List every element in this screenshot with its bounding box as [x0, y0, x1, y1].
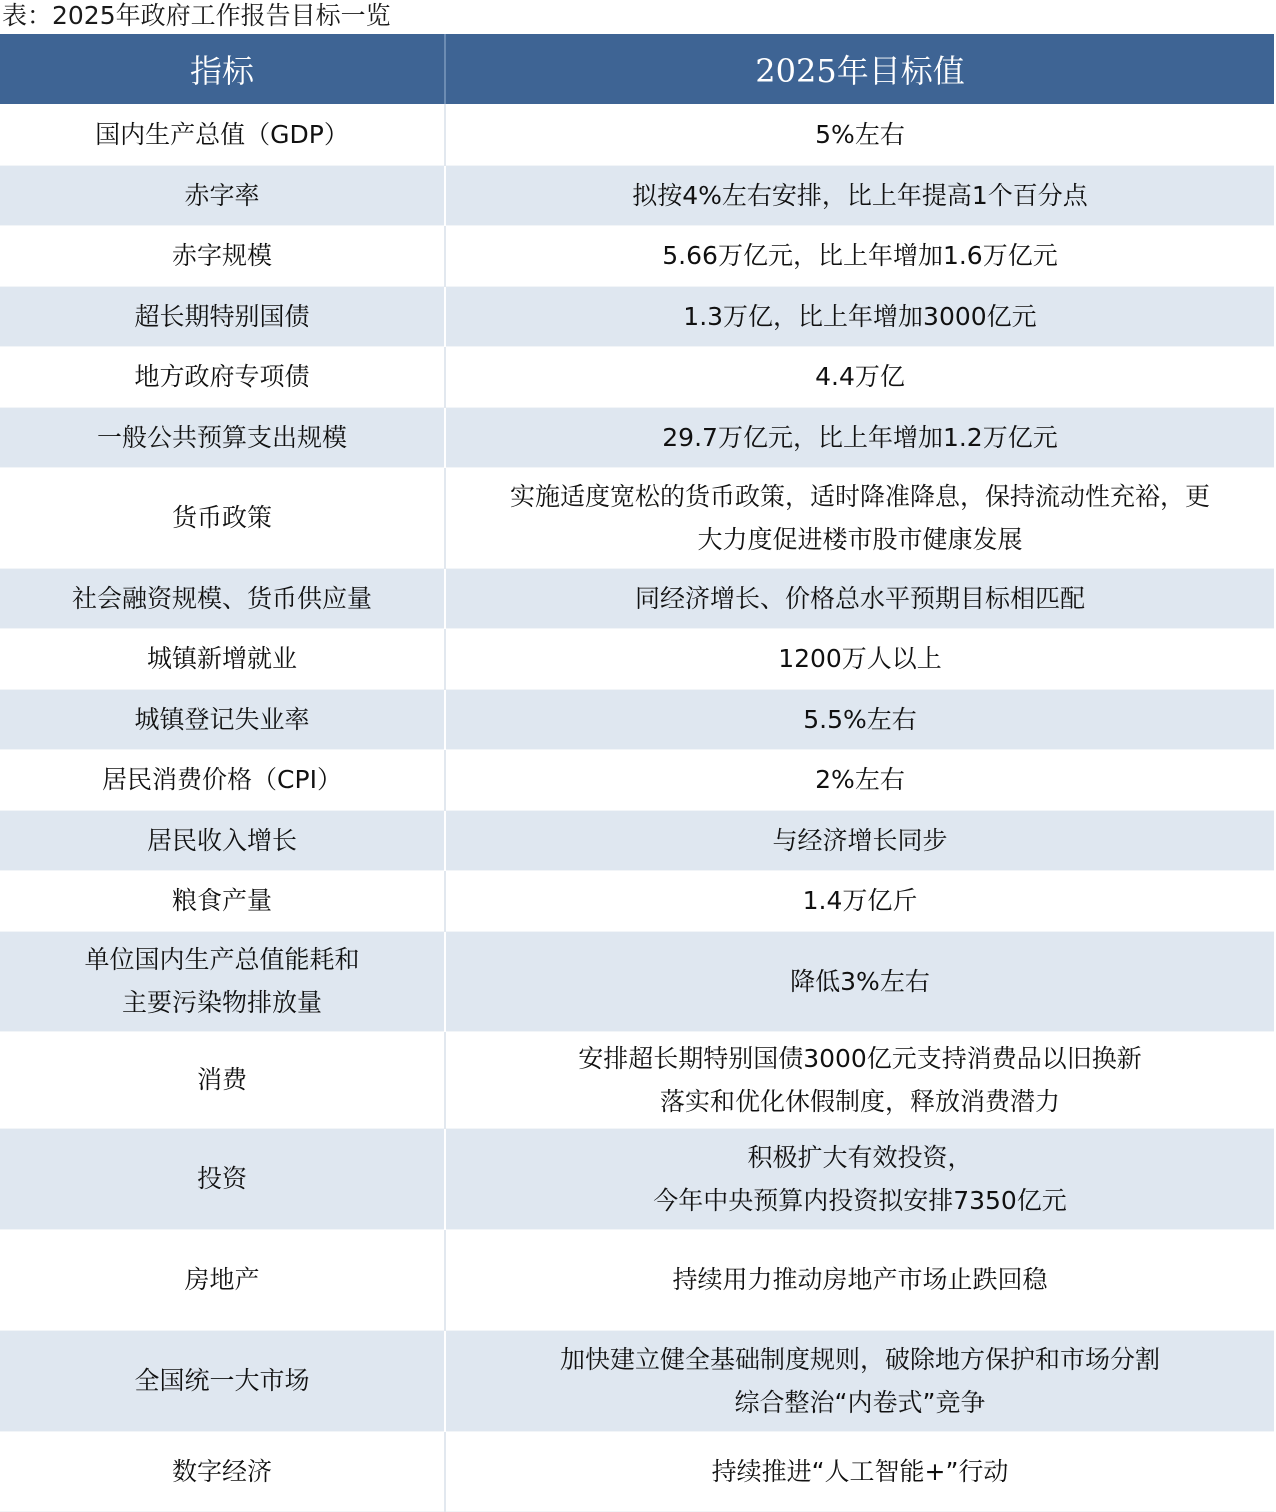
target-text: 1200万人以上	[778, 644, 942, 673]
target-text: 5%左右	[815, 119, 905, 149]
target-cell	[445, 104, 1274, 165]
target-text: 拟按4%左右安排，比上年提高1个百分点	[632, 180, 1088, 210]
indicator-text: 房地产	[184, 1265, 260, 1294]
target-text: 积极扩大有效投资，	[747, 1142, 973, 1172]
indicator-cell	[0, 104, 445, 165]
header-target-2025: 2025年目标值	[445, 34, 1274, 104]
indicator-cell	[0, 1031, 445, 1128]
table-row	[0, 1031, 1274, 1128]
header-row	[0, 34, 1274, 104]
indicator-text: 居民收入增长	[146, 825, 297, 855]
indicator-cell	[0, 689, 445, 749]
table-row	[0, 1128, 1274, 1229]
target-text: 1.3万亿，比上年增加3000亿元	[683, 301, 1037, 331]
target-cell	[445, 1431, 1274, 1511]
target-text: 5.66万亿元，比上年增加1.6万亿元	[662, 241, 1058, 270]
indicator-text: 超长期特别国债	[134, 301, 310, 331]
indicator-text: 一般公共预算支出规模	[96, 422, 347, 452]
target-text: 1.4万亿斤	[802, 886, 918, 915]
target-cell	[445, 346, 1274, 407]
indicator-cell	[0, 628, 445, 689]
indicator-text: 赤字规模	[171, 241, 272, 270]
indicator-cell	[0, 467, 445, 568]
target-cell	[445, 1031, 1274, 1128]
target-cell	[445, 1330, 1274, 1431]
indicator-cell	[0, 407, 445, 467]
target-cell	[445, 165, 1274, 225]
indicator-text: 地方政府专项债	[134, 362, 310, 391]
target-cell	[445, 467, 1274, 568]
target-cell	[445, 1128, 1274, 1229]
indicator-text: 社会融资规模、货币供应量	[71, 583, 372, 613]
target-cell	[445, 286, 1274, 346]
table-row	[0, 749, 1274, 810]
table-row	[0, 1330, 1274, 1431]
indicator-text: 国内生产总值（GDP）	[95, 119, 349, 149]
indicator-cell	[0, 749, 445, 810]
indicator-cell	[0, 225, 445, 286]
target-cell	[445, 810, 1274, 870]
indicator-cell	[0, 1128, 445, 1229]
table-row	[0, 467, 1274, 568]
table-row	[0, 286, 1274, 346]
table-row	[0, 810, 1274, 870]
target-cell	[445, 628, 1274, 689]
indicator-cell	[0, 810, 445, 870]
target-text: 加快建立健全基础制度规则，破除地方保护和市场分割	[559, 1344, 1160, 1374]
target-cell	[445, 1229, 1274, 1330]
target-text: 与经济增长同步	[772, 825, 948, 855]
indicator-text: 投资	[196, 1164, 247, 1193]
table-row	[0, 225, 1274, 286]
table-row	[0, 346, 1274, 407]
target-text: 持续推进“人工智能+”行动	[711, 1456, 1009, 1486]
target-cell	[445, 225, 1274, 286]
target-cell	[445, 749, 1274, 810]
table-row	[0, 407, 1274, 467]
target-text: 4.4万亿	[815, 362, 905, 391]
indicator-cell	[0, 870, 445, 931]
table-row	[0, 165, 1274, 225]
target-cell	[445, 870, 1274, 931]
indicator-cell	[0, 1229, 445, 1330]
target-cell	[445, 407, 1274, 467]
target-text: 同经济增长、价格总水平预期目标相匹配	[634, 583, 1085, 613]
table-row	[0, 870, 1274, 931]
targets-table	[0, 34, 1274, 1512]
target-text: 持续用力推动房地产市场止跌回稳	[672, 1265, 1048, 1294]
target-text: 29.7万亿元，比上年增加1.2万亿元	[662, 422, 1058, 452]
indicator-text: 货币政策	[171, 503, 272, 532]
indicator-cell	[0, 165, 445, 225]
target-text: 综合整治“内卷式”竞争	[734, 1387, 986, 1417]
indicator-text: 主要污染物排放量	[121, 988, 322, 1017]
indicator-cell	[0, 1330, 445, 1431]
indicator-text: 居民消费价格（CPI）	[102, 765, 342, 794]
target-text: 5.5%左右	[803, 704, 917, 734]
indicator-text: 单位国内生产总值能耗和	[84, 945, 360, 974]
target-text: 安排超长期特别国债3000亿元支持消费品以旧换新	[578, 1043, 1142, 1073]
table-body	[0, 104, 1274, 1511]
indicator-cell	[0, 346, 445, 407]
target-text: 落实和优化休假制度，释放消费潜力	[659, 1086, 1060, 1116]
target-text: 降低3%左右	[790, 966, 930, 996]
table-row	[0, 689, 1274, 749]
target-text: 2%左右	[815, 765, 905, 794]
target-text: 今年中央预算内投资拟安排7350亿元	[653, 1185, 1067, 1215]
target-cell	[445, 931, 1274, 1031]
indicator-text: 全国统一大市场	[134, 1366, 310, 1395]
indicator-cell	[0, 568, 445, 628]
indicator-cell	[0, 1431, 445, 1511]
table-caption: 表：2025年政府工作报告目标一览	[2, 1, 391, 30]
target-cell	[445, 568, 1274, 628]
indicator-cell	[0, 931, 445, 1031]
indicator-cell	[0, 286, 445, 346]
indicator-text: 城镇登记失业率	[134, 704, 310, 734]
indicator-text: 城镇新增就业	[146, 644, 297, 673]
indicator-text: 消费	[196, 1065, 247, 1094]
header-indicator: 指标	[0, 34, 445, 104]
indicator-text: 粮食产量	[171, 886, 272, 915]
target-text: 大力度促进楼市股市健康发展	[697, 524, 1023, 554]
table-header	[0, 34, 1274, 104]
table-row	[0, 628, 1274, 689]
table-row	[0, 1229, 1274, 1330]
table-row	[0, 931, 1274, 1031]
indicator-text: 数字经济	[171, 1456, 272, 1486]
table-row	[0, 1431, 1274, 1511]
target-cell	[445, 689, 1274, 749]
table-row	[0, 104, 1274, 165]
indicator-text: 赤字率	[184, 180, 260, 210]
target-text: 实施适度宽松的货币政策，适时降准降息，保持流动性充裕，更	[509, 481, 1210, 511]
table-row	[0, 568, 1274, 628]
